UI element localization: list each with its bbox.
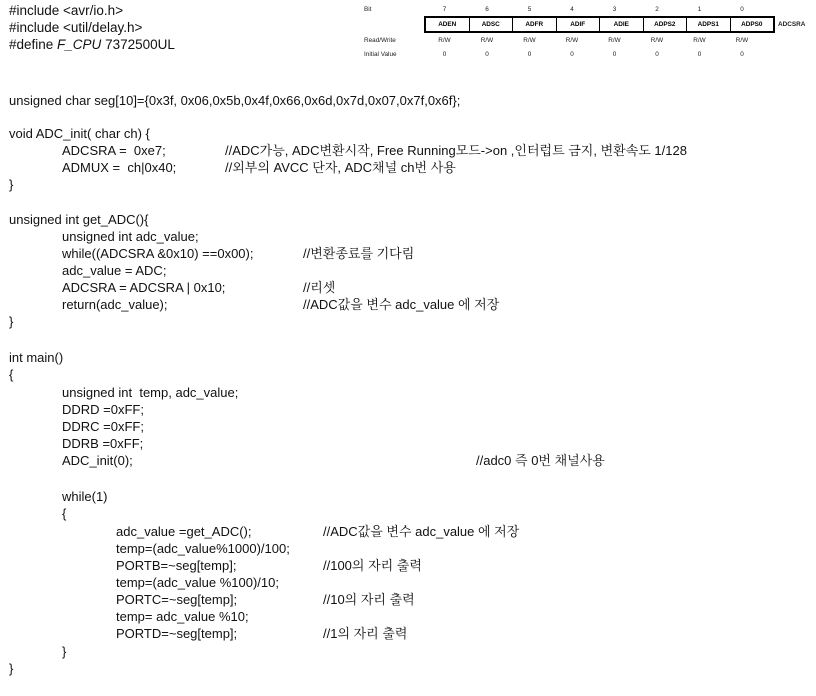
closing-brace: } — [9, 661, 14, 676]
rw-value: R/W — [523, 37, 536, 44]
bit-row-label: Bit — [364, 6, 372, 13]
field-adps2: ADPS2 — [643, 17, 687, 32]
get-adc-signature: unsigned int get_ADC(){ — [9, 212, 149, 227]
initial-value: 0 — [485, 51, 489, 58]
initial-value: 0 — [527, 51, 532, 58]
field-adps0: ADPS0 — [730, 17, 774, 32]
bit-number: 5 — [527, 6, 532, 13]
register-name: ADCSRA — [778, 21, 806, 28]
code-line: ADC_init(0); — [62, 453, 133, 468]
field-adie: ADIE — [600, 17, 644, 32]
field-aden: ADEN — [425, 17, 469, 32]
code-line: while((ADCSRA &0x10) ==0x00); — [62, 246, 254, 261]
code-line: ADCSRA = ADCSRA | 0x10; — [62, 280, 226, 295]
initial-value: 0 — [740, 51, 744, 58]
closing-brace: } — [9, 314, 14, 329]
code-line: temp= adc_value %10; — [116, 609, 249, 624]
rw-row-label: Read/Write — [364, 37, 396, 44]
closing-brace: } — [62, 644, 67, 659]
include-delay-line: #include <util/delay.h> — [9, 20, 143, 35]
code-line: ADMUX = ch|0x40; — [62, 160, 177, 175]
bit-number: 0 — [740, 6, 744, 13]
code-line: DDRD =0xFF; — [62, 402, 144, 417]
seg-array-declaration: unsigned char seg[10]={0x3f, 0x06,0x5b,0x4f,0x66,0x6d,0x7d,0x07,0x7f,0x6f}; — [9, 93, 461, 108]
main-signature: int main() — [9, 350, 64, 365]
code-line: PORTC=~seg[temp]; — [116, 592, 238, 607]
code-comment: //100의 자리 출력 — [323, 558, 422, 573]
field-adps1: ADPS1 — [687, 17, 731, 32]
code-line: PORTB=~seg[temp]; — [116, 558, 237, 573]
code-line: ADCSRA = 0xe7; — [62, 143, 166, 158]
adc-init-signature: void ADC_init( char ch) { — [9, 126, 150, 141]
code-comment: //외부의 AVCC 단자, ADC채널 ch번 사용 — [225, 160, 456, 175]
field-adif: ADIF — [556, 17, 600, 32]
field-adsc: ADSC — [469, 17, 513, 32]
code-line: adc_value =get_ADC(); — [116, 524, 252, 539]
closing-brace: } — [9, 177, 14, 192]
rw-value: R/W — [608, 37, 621, 44]
define-macro-value: 7372500UL — [101, 37, 175, 52]
opening-brace: { — [9, 367, 14, 382]
code-comment: //ADC값을 변수 adc_value 에 저장 — [323, 524, 520, 539]
define-fcpu-line — [9, 37, 175, 53]
code-line: temp=(adc_value%1000)/100; — [116, 541, 290, 556]
code-comment: //1의 자리 출력 — [323, 626, 408, 641]
code-comment: //adc0 즉 0번 채널사용 — [476, 453, 605, 468]
register-bit-table — [424, 16, 775, 33]
code-line: unsigned int temp, adc_value; — [62, 385, 239, 400]
define-macro-name: F_CPU — [57, 37, 102, 52]
code-line: DDRC =0xFF; — [62, 419, 144, 434]
rw-value: R/W — [438, 37, 451, 44]
code-line: unsigned int adc_value; — [62, 229, 199, 244]
code-line: adc_value = ADC; — [62, 263, 167, 278]
bit-number: 2 — [655, 6, 659, 13]
opening-brace: { — [62, 506, 67, 521]
while-loop: while(1) — [62, 489, 108, 504]
bit-number: 4 — [570, 6, 574, 13]
initial-value: 0 — [570, 51, 574, 58]
bit-number: 3 — [612, 6, 617, 13]
code-line: DDRB =0xFF; — [62, 436, 144, 451]
code-line: PORTD=~seg[temp]; — [116, 626, 238, 641]
rw-value: R/W — [693, 37, 706, 44]
code-comment: //리셋 — [303, 280, 336, 295]
code-comment: //ADC값을 변수 adc_value 에 저장 — [303, 297, 500, 312]
bit-number: 6 — [485, 6, 489, 13]
define-keyword: #define — [9, 37, 58, 52]
field-adfr: ADFR — [513, 17, 557, 32]
include-io-line: #include <avr/io.h> — [9, 3, 124, 18]
rw-value: R/W — [480, 37, 494, 44]
rw-value: R/W — [650, 37, 664, 44]
register-fields-row — [425, 17, 774, 32]
initial-row-label: Initial Value — [364, 51, 397, 58]
code-comment: //10의 자리 출력 — [323, 592, 415, 607]
code-comment: //ADC가능, ADC변환시작, Free Running모드->on ,인터럽트 금지, 변환속도 1/128 — [225, 143, 687, 158]
code-comment: //변환종료를 기다림 — [303, 246, 415, 261]
bit-number: 1 — [697, 6, 702, 13]
initial-value: 0 — [612, 51, 617, 58]
code-line: temp=(adc_value %100)/10; — [116, 575, 279, 590]
initial-value: 0 — [655, 51, 659, 58]
code-line: return(adc_value); — [62, 297, 168, 312]
rw-value: R/W — [735, 37, 749, 44]
bit-number: 7 — [442, 6, 447, 13]
initial-value: 0 — [442, 51, 447, 58]
rw-value: R/W — [565, 37, 579, 44]
initial-value: 0 — [697, 51, 702, 58]
